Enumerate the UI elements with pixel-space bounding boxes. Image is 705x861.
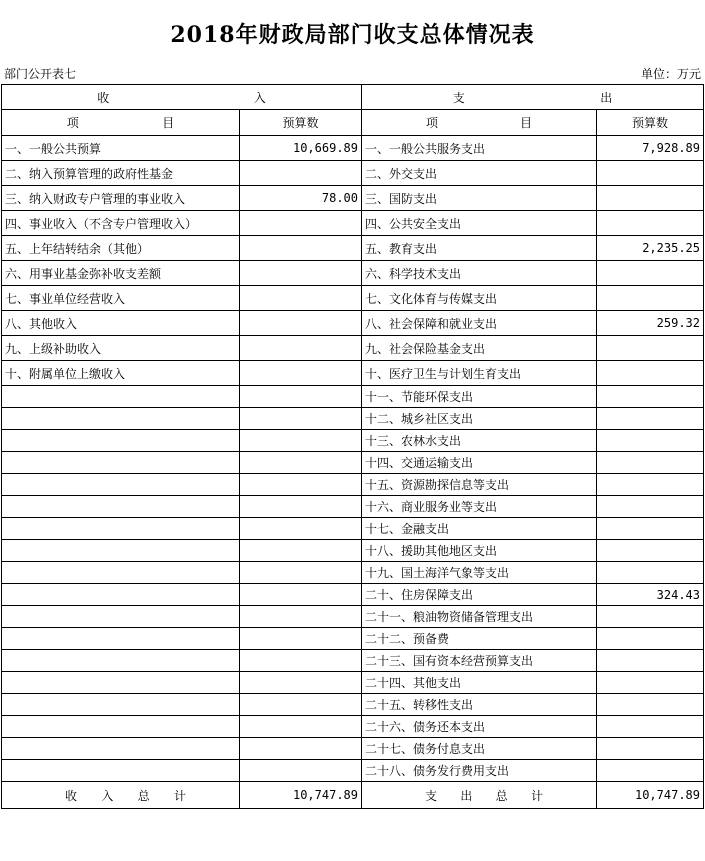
- income-value-cell: [240, 161, 362, 186]
- budget-table: [1, 84, 704, 809]
- expense-item-cell: 十四、交通运输支出: [362, 452, 597, 474]
- expense-item-cell: 二、外交支出: [362, 161, 597, 186]
- expense-item-header: [362, 110, 597, 136]
- expense-item-cell: 九、社会保险基金支出: [362, 336, 597, 361]
- expense-item-cell: 二十七、债务付息支出: [362, 738, 597, 760]
- income-value-cell: [240, 408, 362, 430]
- table-row: [2, 211, 704, 236]
- table-row: [2, 694, 704, 716]
- expense-value-cell: [597, 186, 704, 211]
- income-budget-header: 预算数: [240, 110, 362, 136]
- expense-value-cell: 2,235.25: [597, 236, 704, 261]
- income-value-cell: [240, 716, 362, 738]
- income-value-cell: [240, 496, 362, 518]
- expense-item-cell: 十、医疗卫生与计划生育支出: [362, 361, 597, 386]
- income-value-cell: [240, 760, 362, 782]
- expense-value-cell: [597, 474, 704, 496]
- income-item-cell: [2, 650, 240, 672]
- expense-item-cell: 十一、节能环保支出: [362, 386, 597, 408]
- income-value-cell: [240, 452, 362, 474]
- income-value-cell: [240, 540, 362, 562]
- income-item-cell: 十、附属单位上缴收入: [2, 361, 240, 386]
- item-char-1: 项: [425, 116, 438, 130]
- expense-item-cell: 七、文化体育与传媒支出: [362, 286, 597, 311]
- table-row: [2, 562, 704, 584]
- income-value-cell: [240, 650, 362, 672]
- income-item-cell: 五、上年结转结余（其他）: [2, 236, 240, 261]
- expense-total-label-char: 总: [495, 788, 508, 803]
- income-value-cell: [240, 738, 362, 760]
- income-value-cell: [240, 474, 362, 496]
- header-row-top: [2, 85, 704, 110]
- income-item-cell: [2, 518, 240, 540]
- income-value-cell: 78.00: [240, 186, 362, 211]
- expense-item-cell: 六、科学技术支出: [362, 261, 597, 286]
- table-row: [2, 672, 704, 694]
- expense-item-cell: 二十、住房保障支出: [362, 584, 597, 606]
- income-item-cell: 一、一般公共预算: [2, 136, 240, 161]
- expense-budget-header: 预算数: [597, 110, 704, 136]
- income-item-cell: [2, 672, 240, 694]
- expense-item-cell: 五、教育支出: [362, 236, 597, 261]
- expense-value-cell: [597, 211, 704, 236]
- table-row: [2, 186, 704, 211]
- table-row: [2, 336, 704, 361]
- income-value-cell: [240, 311, 362, 336]
- income-item-header: [2, 110, 240, 136]
- income-value-cell: [240, 336, 362, 361]
- expense-value-cell: [597, 361, 704, 386]
- expense-total-label-char: 支: [425, 788, 438, 803]
- table-row: [2, 716, 704, 738]
- table-row: [2, 760, 704, 782]
- income-item-cell: 二、纳入预算管理的政府性基金: [2, 161, 240, 186]
- header-row-sub: [2, 110, 704, 136]
- table-row: [2, 496, 704, 518]
- expense-item-cell: 二十一、粮油物资储备管理支出: [362, 606, 597, 628]
- income-total-label-char: 总: [137, 788, 150, 803]
- income-item-cell: [2, 738, 240, 760]
- income-value-cell: [240, 361, 362, 386]
- expense-header: [362, 85, 704, 110]
- income-value-cell: [240, 562, 362, 584]
- income-value-cell: [240, 261, 362, 286]
- expense-item-cell: 十九、国土海洋气象等支出: [362, 562, 597, 584]
- income-item-cell: 九、上级补助收入: [2, 336, 240, 361]
- expense-value-cell: [597, 286, 704, 311]
- expense-value-cell: [597, 452, 704, 474]
- income-value-cell: [240, 694, 362, 716]
- expense-header-char-2: 出: [600, 90, 613, 105]
- expense-value-cell: [597, 650, 704, 672]
- income-item-cell: [2, 408, 240, 430]
- income-item-cell: [2, 430, 240, 452]
- expense-value-cell: [597, 386, 704, 408]
- expense-item-cell: 十三、农林水支出: [362, 430, 597, 452]
- income-value-cell: [240, 518, 362, 540]
- table-row: [2, 386, 704, 408]
- table-row: [2, 738, 704, 760]
- expense-value-cell: [597, 261, 704, 286]
- expense-value-cell: [597, 716, 704, 738]
- income-item-cell: 三、纳入财政专户管理的事业收入: [2, 186, 240, 211]
- income-item-cell: 六、用事业基金弥补收支差额: [2, 261, 240, 286]
- income-item-cell: [2, 716, 240, 738]
- expense-value-cell: [597, 336, 704, 361]
- income-item-cell: [2, 452, 240, 474]
- expense-item-cell: 十五、资源勘探信息等支出: [362, 474, 597, 496]
- table-row: [2, 361, 704, 386]
- income-item-cell: [2, 540, 240, 562]
- income-header-char-1: 收: [97, 90, 110, 105]
- expense-item-cell: 八、社会保障和就业支出: [362, 311, 597, 336]
- income-item-cell: [2, 562, 240, 584]
- table-row: [2, 584, 704, 606]
- expense-item-cell: 四、公共安全支出: [362, 211, 597, 236]
- expense-total-label: [362, 782, 597, 809]
- expense-item-cell: 二十五、转移性支出: [362, 694, 597, 716]
- income-value-cell: [240, 628, 362, 650]
- income-header: [2, 85, 362, 110]
- expense-value-cell: [597, 760, 704, 782]
- income-item-cell: [2, 694, 240, 716]
- expense-item-cell: 十二、城乡社区支出: [362, 408, 597, 430]
- expense-value-cell: [597, 738, 704, 760]
- item-char-2: 目: [519, 116, 532, 130]
- income-value-cell: [240, 286, 362, 311]
- income-item-cell: [2, 584, 240, 606]
- expense-value-cell: [597, 694, 704, 716]
- income-item-cell: [2, 474, 240, 496]
- income-value-cell: [240, 584, 362, 606]
- expense-item-cell: 三、国防支出: [362, 186, 597, 211]
- income-header-char-2: 入: [253, 90, 266, 105]
- table-row: [2, 452, 704, 474]
- expense-total-label-char: 计: [530, 788, 543, 803]
- income-value-cell: [240, 430, 362, 452]
- table-row: [2, 161, 704, 186]
- income-item-cell: [2, 496, 240, 518]
- expense-value-cell: [597, 496, 704, 518]
- expense-value-cell: [597, 540, 704, 562]
- table-row: [2, 136, 704, 161]
- expense-item-cell: 一、一般公共服务支出: [362, 136, 597, 161]
- total-row: [2, 782, 704, 809]
- table-row: [2, 286, 704, 311]
- income-item-cell: [2, 386, 240, 408]
- table-row: [2, 518, 704, 540]
- expense-value-cell: [597, 518, 704, 540]
- expense-value-cell: 7,928.89: [597, 136, 704, 161]
- income-value-cell: 10,669.89: [240, 136, 362, 161]
- expense-value-cell: [597, 562, 704, 584]
- table-number: 部门公开表七: [4, 67, 77, 81]
- income-value-cell: [240, 386, 362, 408]
- income-value-cell: [240, 211, 362, 236]
- unit-label: 单位：万元: [640, 67, 701, 81]
- item-char-1: 项: [66, 116, 79, 130]
- table-row: [2, 650, 704, 672]
- expense-value-cell: 324.43: [597, 584, 704, 606]
- table-body: [2, 85, 704, 809]
- income-item-cell: 八、其他收入: [2, 311, 240, 336]
- expense-item-cell: 二十八、债务发行费用支出: [362, 760, 597, 782]
- expense-total-label-char: 出: [460, 788, 473, 803]
- expense-item-cell: 二十四、其他支出: [362, 672, 597, 694]
- income-total-label-char: 计: [173, 788, 186, 803]
- expense-header-char-1: 支: [452, 90, 465, 105]
- table-row: [2, 540, 704, 562]
- income-item-cell: [2, 628, 240, 650]
- expense-value-cell: [597, 430, 704, 452]
- income-item-cell: [2, 606, 240, 628]
- table-row: [2, 408, 704, 430]
- income-value-cell: [240, 606, 362, 628]
- expense-value-cell: [597, 408, 704, 430]
- expense-value-cell: [597, 628, 704, 650]
- expense-item-cell: 二十三、国有资本经营预算支出: [362, 650, 597, 672]
- table-row: [2, 606, 704, 628]
- table-row: [2, 474, 704, 496]
- page-title: 2018年财政局部门收支总体情况表: [170, 22, 535, 48]
- income-total-label-char: 收: [65, 788, 78, 803]
- expense-value-cell: [597, 672, 704, 694]
- income-value-cell: [240, 672, 362, 694]
- table-row: [2, 628, 704, 650]
- expense-value-cell: 259.32: [597, 311, 704, 336]
- expense-value-cell: [597, 606, 704, 628]
- expense-item-cell: 十六、商业服务业等支出: [362, 496, 597, 518]
- income-value-cell: [240, 236, 362, 261]
- expense-value-cell: [597, 161, 704, 186]
- income-total-label-char: 入: [101, 788, 114, 803]
- income-total-value: 10,747.89: [240, 782, 362, 809]
- table-row: [2, 430, 704, 452]
- expense-item-cell: 十七、金融支出: [362, 518, 597, 540]
- expense-item-cell: 二十六、债务还本支出: [362, 716, 597, 738]
- table-row: [2, 236, 704, 261]
- table-row: [2, 311, 704, 336]
- item-char-2: 目: [162, 116, 175, 130]
- table-row: [2, 261, 704, 286]
- income-item-cell: 七、事业单位经营收入: [2, 286, 240, 311]
- expense-total-value: 10,747.89: [597, 782, 704, 809]
- income-total-label: [2, 782, 240, 809]
- income-item-cell: 四、事业收入（不含专户管理收入）: [2, 211, 240, 236]
- expense-item-cell: 十八、援助其他地区支出: [362, 540, 597, 562]
- expense-item-cell: 二十二、预备费: [362, 628, 597, 650]
- income-item-cell: [2, 760, 240, 782]
